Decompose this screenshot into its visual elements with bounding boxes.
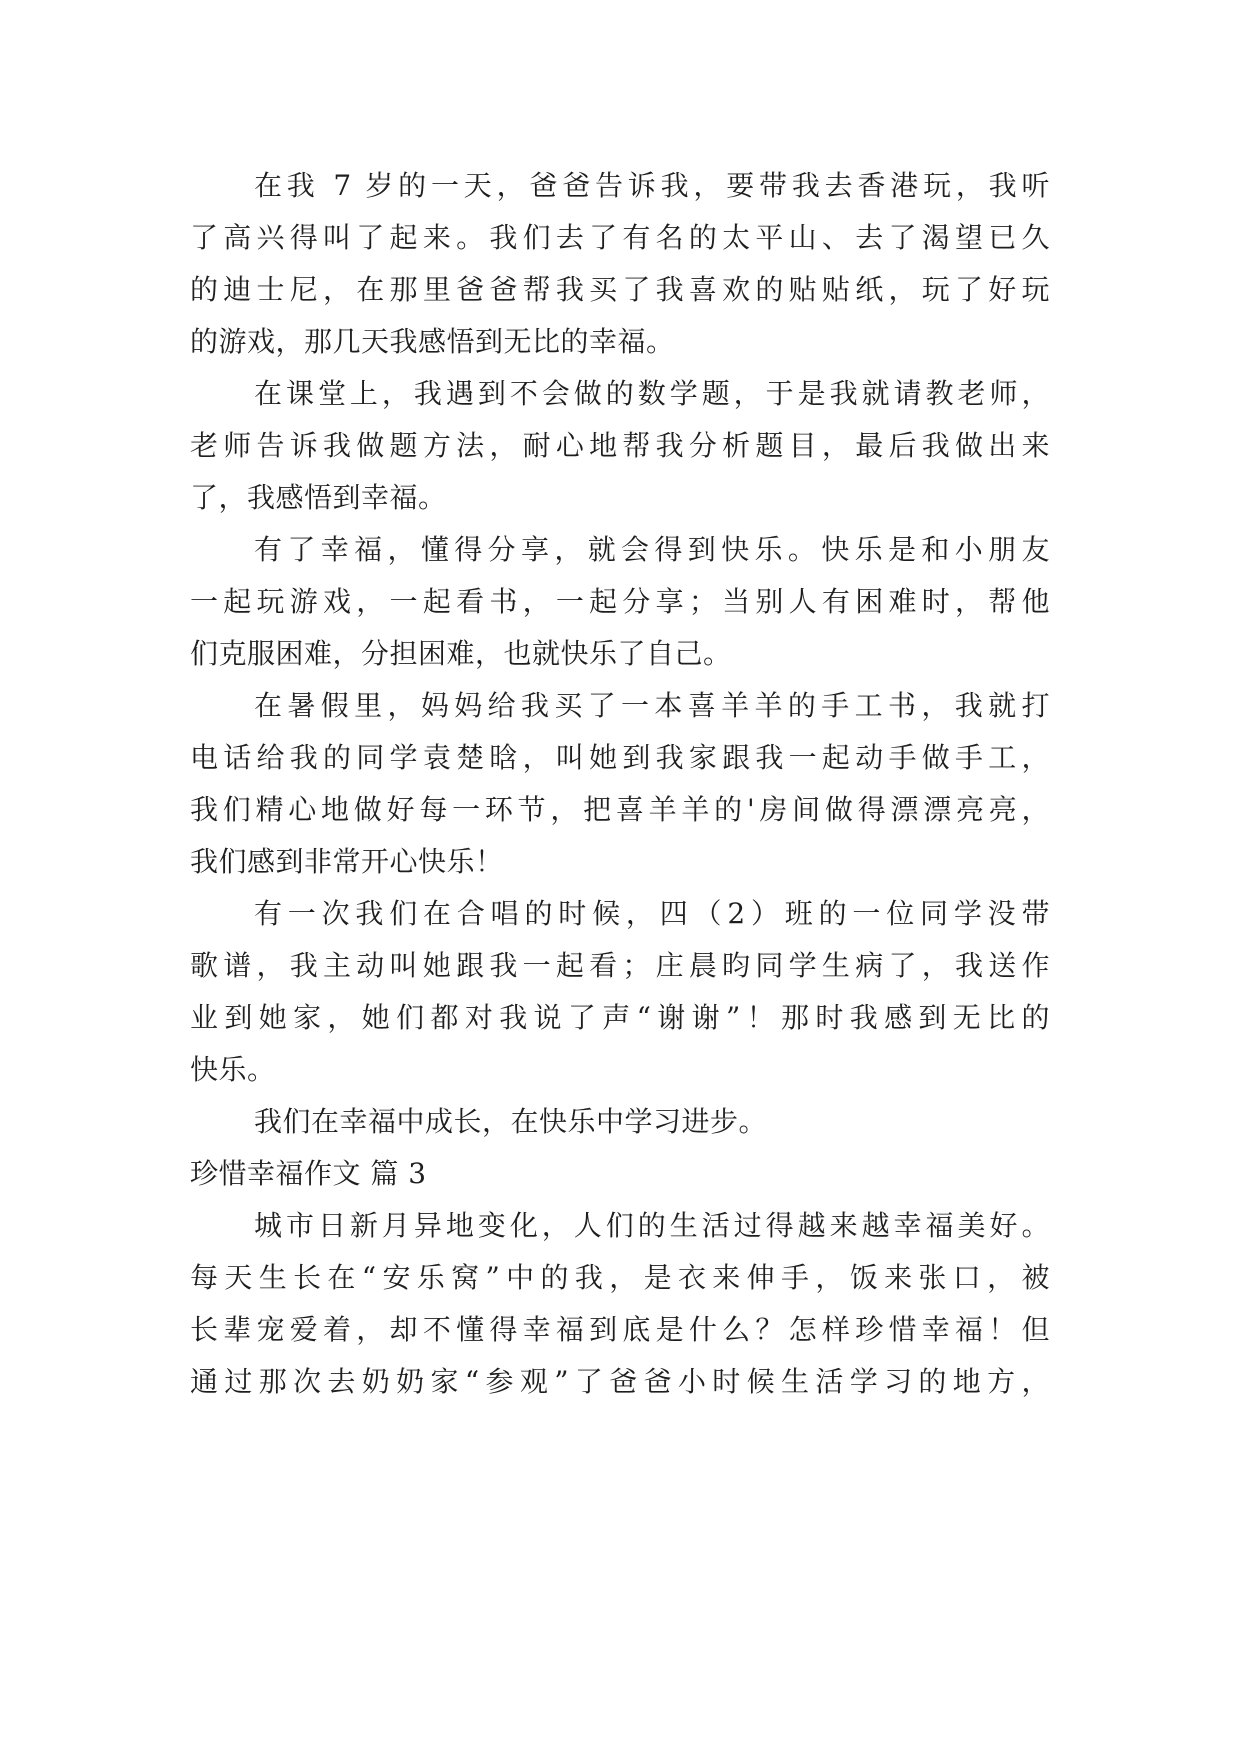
text-line: 我们感到非常开心快乐！	[190, 845, 504, 878]
text-line: 的游戏，那几天我感悟到无比的幸福。	[190, 325, 675, 358]
text-line: 快乐。	[190, 1053, 276, 1086]
text-line: 了高兴得叫了起来。我们去了有名的太平山、去了渴望已久	[190, 221, 1050, 254]
text-line: 城市日新月异地变化，人们的生活过得越来越幸福美好。	[254, 1209, 1050, 1242]
paragraph-classroom	[190, 368, 1050, 524]
text-line: 在我 7 岁的一天，爸爸告诉我，要带我去香港玩，我听	[254, 169, 1050, 202]
text-line: 每天生长在“安乐窝”中的我，是衣来伸手，饭来张口，被	[190, 1261, 1050, 1294]
paragraph-conclusion	[190, 1096, 1050, 1148]
text-line: 一起玩游戏，一起看书，一起分享；当别人有困难时，帮他	[190, 585, 1050, 618]
paragraph-hongkong-trip	[190, 160, 1050, 368]
text-line: 们克服困难，分担困难，也就快乐了自己。	[190, 637, 732, 670]
text-line: 的迪士尼，在那里爸爸帮我买了我喜欢的贴贴纸，玩了好玩	[190, 273, 1050, 306]
text-line: 通过那次去奶奶家“参观”了爸爸小时候生活学习的地方，	[190, 1365, 1050, 1398]
text-line: 有了幸福，懂得分享，就会得到快乐。快乐是和小朋友	[254, 533, 1050, 566]
text-line: 有一次我们在合唱的时候，四（2）班的一位同学没带	[254, 897, 1050, 930]
paragraph-city-change	[190, 1200, 1050, 1408]
text-line: 了，我感悟到幸福。	[190, 481, 447, 514]
text-line: 歌谱，我主动叫她跟我一起看；庄晨昀同学生病了，我送作	[190, 949, 1050, 982]
text-line: 我们在幸福中成长，在快乐中学习进步。	[254, 1105, 768, 1138]
section-heading: 珍惜幸福作文 篇 3	[190, 1157, 427, 1190]
text-line: 长辈宠爱着，却不懂得幸福到底是什么？怎样珍惜幸福！但	[190, 1313, 1050, 1346]
text-line: 电话给我的同学袁楚晗，叫她到我家跟我一起动手做手工，	[190, 741, 1050, 774]
text-line: 在课堂上，我遇到不会做的数学题，于是我就请教老师，	[254, 377, 1050, 410]
paragraph-sharing	[190, 524, 1050, 680]
text-line: 老师告诉我做题方法，耐心地帮我分析题目，最后我做出来	[190, 429, 1050, 462]
document-body	[190, 160, 1050, 1408]
text-line: 在暑假里，妈妈给我买了一本喜羊羊的手工书，我就打	[254, 689, 1050, 722]
text-line: 我们精心地做好每一环节，把喜羊羊的'房间做得漂漂亮亮，	[190, 793, 1050, 826]
paragraph-choir	[190, 888, 1050, 1096]
text-line: 业到她家，她们都对我说了声“谢谢”！那时我感到无比的	[190, 1001, 1050, 1034]
paragraph-summer-handcraft	[190, 680, 1050, 888]
